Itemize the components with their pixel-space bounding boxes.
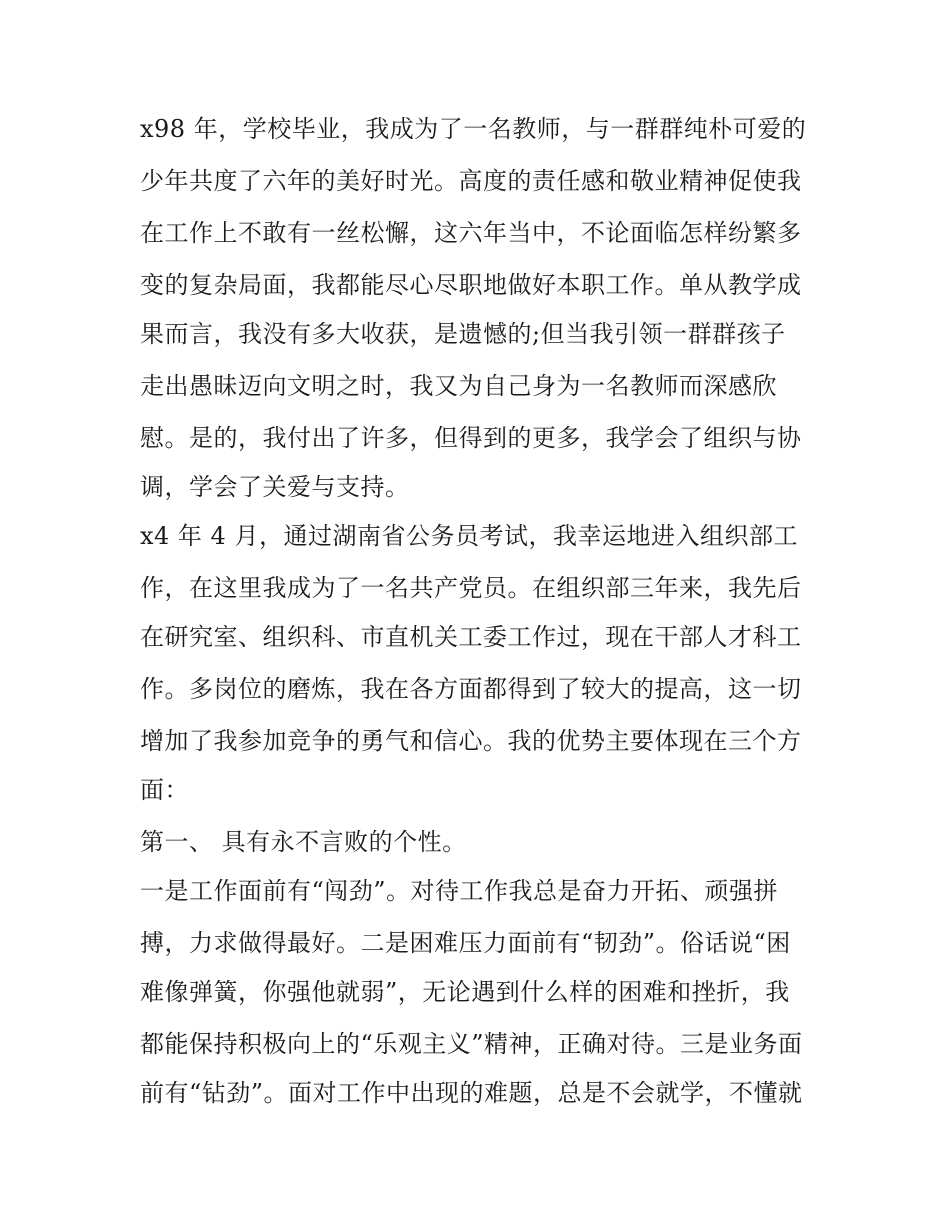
text-line: 作。多岗位的磨炼，我在各方面都得到了较大的提高，这一切 [140,675,802,703]
text-line: 少年共度了六年的美好时光。高度的责任感和敬业精神促使我 [140,167,802,195]
text-line: 在工作上不敢有一丝松懈，这六年当中，不论面临怎样纷繁多 [140,219,802,247]
section-heading: 第一、 具有永不言败的个性。 [140,828,467,856]
text-line: 难像弹簧，你强他就弱”，无论遇到什么样的困难和挫折，我 [140,978,790,1006]
text-line: 都能保持积极向上的“乐观主义”精神，正确对待。三是业务面 [140,1030,803,1058]
text-line: 在研究室、组织科、市直机关工委工作过，现在干部人才科工 [140,623,802,651]
text-line: 搏，力求做得最好。二是困难压力面前有“韧劲”。俗话说“困 [140,929,791,957]
text-line: 增加了我参加竞争的勇气和信心。我的优势主要体现在三个方 [140,727,802,755]
text-line: 走出愚昧迈向文明之时，我又为自己身为一名教师而深感欣 [140,372,777,400]
text-line: x4 年 4 月，通过湖南省公务员考试，我幸运地进入组织部工 [140,522,798,550]
text-line: 果而言，我没有多大收获，是遗憾的;但当我引领一群群孩子 [140,320,786,348]
text-line: 前有“钻劲”。面对工作中出现的难题，总是不会就学，不懂就 [140,1079,803,1107]
text-line: 调，学会了关爱与支持。 [140,473,410,501]
text-line: 慰。是的，我付出了许多，但得到的更多，我学会了组织与协 [140,424,802,452]
text-line: 面： [140,776,189,804]
text-line: 变的复杂局面，我都能尽心尽职地做好本职工作。单从教学成 [140,271,802,299]
text-line: x98 年，学校毕业，我成为了一名教师，与一群群纯朴可爱的 [140,115,807,143]
text-line: 作，在这里我成为了一名共产党员。在组织部三年来，我先后 [140,574,802,602]
text-line: 一是工作面前有“闯劲”。对待工作我总是奋力开拓、顽强拼 [140,877,779,905]
